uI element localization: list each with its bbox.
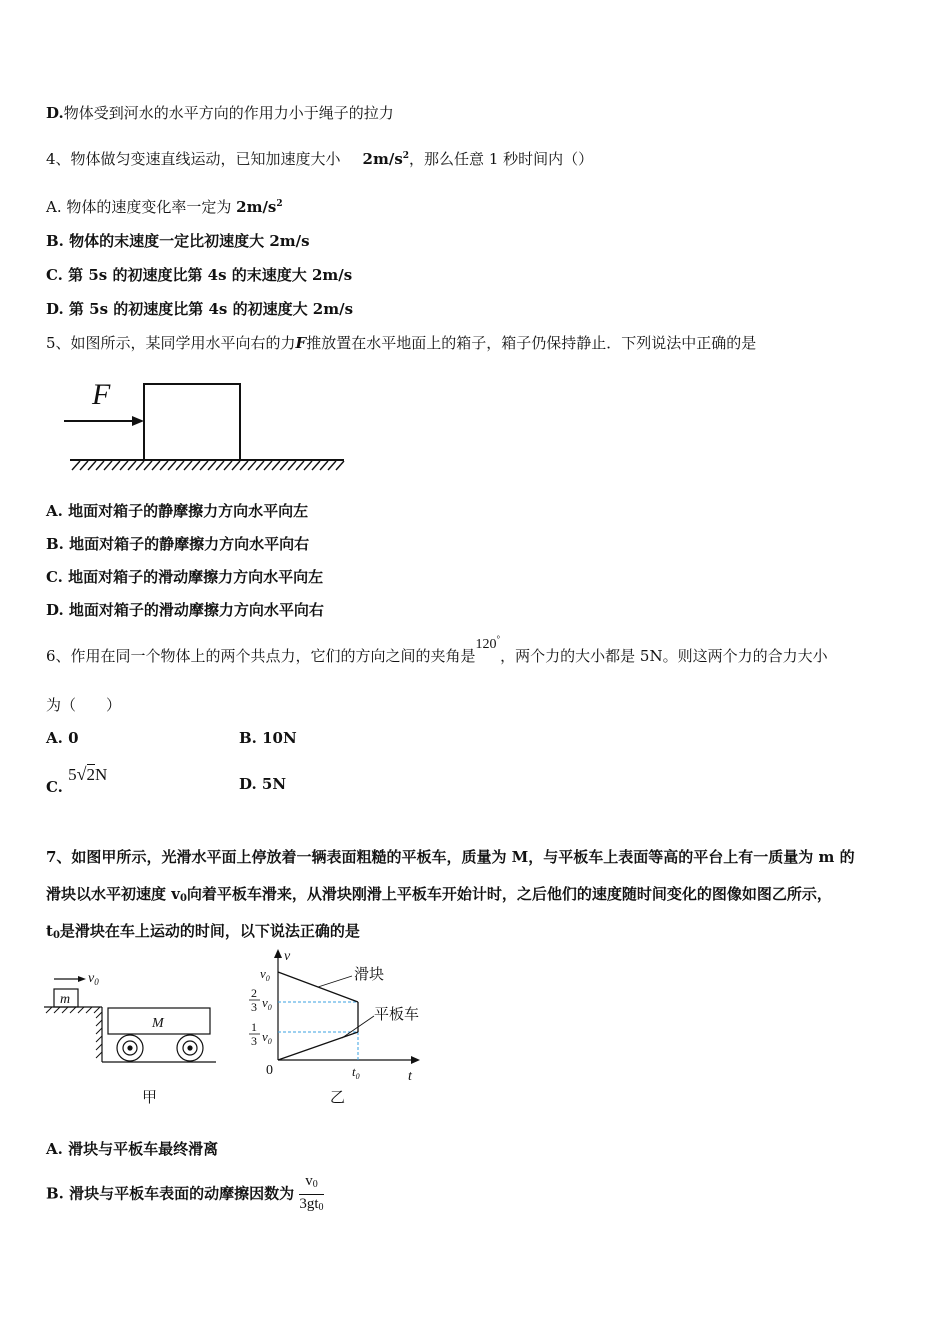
q7-origin-label: 0 <box>266 1063 273 1078</box>
q7-two-thirds-num: 2 <box>251 986 257 1000</box>
q3-option-d-letter: D. <box>46 104 64 122</box>
q4-option-d: D. 第 5s 的初速度比第 4s 的初速度大 2m/s <box>46 300 354 318</box>
q7-cart-wheels <box>117 1035 203 1061</box>
q5-option-d: D. 地面对箱子的滑动摩擦力方向水平向右 <box>46 601 324 619</box>
q5-arrow-head <box>132 416 144 426</box>
q7-v0-arrow-head <box>78 976 86 982</box>
q7-two-thirds-v0: $v_0$ <box>262 995 272 1012</box>
q7-t-axis-arrow <box>411 1056 420 1064</box>
q4-stem-value: 2m/s <box>362 150 403 168</box>
q7-label-cart: 平板车 <box>374 1005 420 1023</box>
q4-option-c: C. 第 5s 的初速度比第 4s 的末速度大 2m/s <box>46 266 353 284</box>
q5-option-b: B. 地面对箱子的静摩擦力方向水平向右 <box>46 535 310 553</box>
q4-stem-b: ，那么任意 1 秒时间内（） <box>409 150 594 168</box>
q6-option-d: D. 5N <box>239 775 287 793</box>
q7-stem-line2: 滑块以水平初速度 $v_0$向着平板车滑来，从滑块刚滑上平板车开始计时，之后他们的速度随时间变化的图像如图乙所示， <box>46 885 832 904</box>
q4-option-b: B. 物体的末速度一定比初速度大 2m/s <box>46 232 310 250</box>
q6-option-c-label: C. <box>46 778 69 796</box>
q7-cart-M: M <box>152 1016 164 1031</box>
q7-figure-cart <box>44 962 234 1112</box>
q6-stem-line1 <box>46 634 828 666</box>
q6-stem-line2: 为（ ） <box>46 696 122 714</box>
q7-v-axis-arrow <box>274 949 282 958</box>
q4-stem-a: 4、物体做匀变速直线运动，已知加速度大小 <box>46 150 341 168</box>
q5-ground-hatch <box>72 461 344 470</box>
q7-platform-hatch <box>46 1007 102 1058</box>
q4-stem-sup: 2 <box>402 151 410 161</box>
q7-leader-block <box>318 976 352 987</box>
q7-caption-yi: 乙 <box>330 1088 346 1106</box>
q7-one-third-num: 1 <box>251 1020 257 1034</box>
q5-stem-b: 推放置在水平地面上的箱子，箱子仍保持静止．下列说法中正确的是 <box>306 334 757 352</box>
q5-force-label: F <box>92 378 111 411</box>
q7-one-third-v0: $v_0$ <box>262 1029 272 1046</box>
q7-one-third-den: 3 <box>251 1034 257 1048</box>
q7-two-thirds-den: 3 <box>251 1000 257 1014</box>
q6-stem-a: 6、作用在同一个物体上的两个共点力，它们的方向之间的夹角是 <box>46 647 476 665</box>
q4-stem <box>46 148 593 169</box>
q5-box <box>144 384 240 460</box>
q7-v0-tick: $v_0$ <box>260 966 270 983</box>
q7-line-cart <box>278 1032 358 1060</box>
q4-option-a-label: A. 物体的速度变化率一定为 <box>46 198 237 216</box>
q7-stem-line1: 7、如图甲所示，光滑水平面上停放着一辆表面粗糙的平板车，质量为 M，与平板车上表面等高的平台上有一质量为 m 的 <box>46 848 855 866</box>
q7-v0-label: $v_0$ <box>88 971 99 987</box>
q6-option-a: A. 0 <box>46 729 79 747</box>
q4-option-a-value: 2m/s <box>236 198 277 216</box>
q7-stem-line3: $t_0$是滑块在车上运动的时间，以下说法正确的是 <box>46 922 360 941</box>
q7-block-m: m <box>60 992 71 1007</box>
q3-option-d <box>46 102 394 123</box>
q7-axis-v-label: v <box>284 949 291 964</box>
q5-stem-force: F <box>295 334 307 352</box>
q5-box-figure <box>60 370 350 480</box>
q5-stem-a: 5、如图所示，某同学用水平向右的力 <box>46 334 296 352</box>
q7-label-block: 滑块 <box>354 965 385 983</box>
q6-stem-b: ，两个力的大小都是 5N。则这两个力的合力大小 <box>500 647 828 665</box>
q4-option-a-sup: 2 <box>276 199 283 209</box>
q7-axis-t-label: t <box>408 1069 412 1084</box>
q7-caption-jia: 甲 <box>142 1088 158 1106</box>
q3-option-d-text: 物体受到河水的水平方向的作用力小于绳子的拉力 <box>63 104 394 122</box>
q6-option-b: B. 10N <box>239 729 297 747</box>
q6-option-c-formula: 5√2N <box>68 764 108 784</box>
q7-option-a: A. 滑块与平板车最终滑离 <box>46 1140 219 1158</box>
q5-option-a: A. 地面对箱子的静摩擦力方向水平向左 <box>46 502 309 520</box>
q7-figure-vt-graph <box>242 944 442 1112</box>
q7-t0-tick: $t_0$ <box>352 1064 360 1081</box>
q7-option-b <box>46 1172 324 1217</box>
q7-option-b-fraction: $\frac{v_0}{3gt_0}$ <box>299 1173 324 1213</box>
q5-option-c: C. 地面对箱子的滑动摩擦力方向水平向左 <box>46 568 324 586</box>
q6-option-c <box>46 764 108 796</box>
q7-option-b-label: B. 滑块与平板车表面的动摩擦因数为 <box>46 1184 295 1203</box>
q4-option-a <box>46 196 283 217</box>
q5-stem <box>46 332 756 353</box>
q6-angle: 120° <box>475 634 501 652</box>
